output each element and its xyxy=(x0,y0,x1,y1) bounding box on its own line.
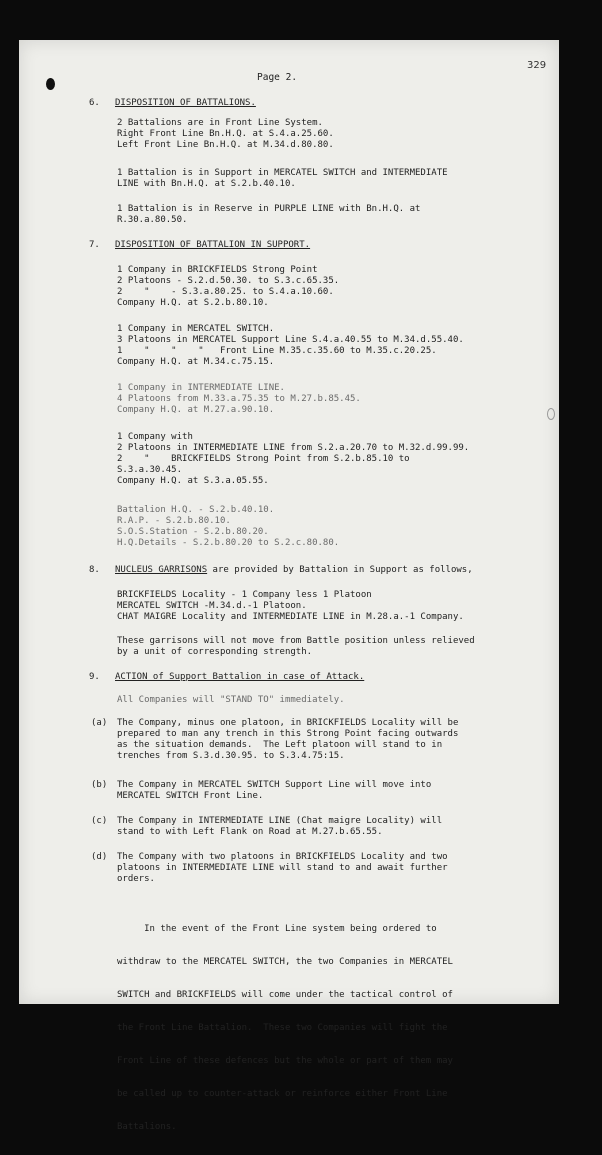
section-7-group-1: 1 Company in BRICKFIELDS Strong Point 2 Platoons - S.2.d.50.30. to S.3.c.65.35. 2 " - S.3.a.80.25. to S.4.a.10.60. Company H.Q. at S.2.b.80.10. xyxy=(117,265,340,308)
section-9-title: ACTION of Support Battalion in case of Attack. xyxy=(115,672,365,682)
section-8-para-b: These garrisons will not move from Battle position unless relieved by a unit of corresponding strength. xyxy=(117,636,475,657)
action-item-d: (d) The Company with two platoons in BRICKFIELDS Locality and two platoons in INTERMEDIATE LINE will stand to and await further orders. xyxy=(91,852,448,884)
section-7-heading: 7. DISPOSITION OF BATTALION IN SUPPORT. xyxy=(89,240,311,250)
section-6-para-a: 2 Battalions are in Front Line System. Right Front Line Bn.H.Q. at S.4.a.25.60. Left Front Line Bn.H.Q. at M.34.d.80.80. xyxy=(117,118,334,150)
section-8-para-a: BRICKFIELDS Locality - 1 Company less 1 Platoon MERCATEL SWITCH -M.34.d.-1 Platoon. CHAT MAIGRE Locality and INTERMEDIATE LINE in M.28.a.-1 Company. xyxy=(117,590,464,622)
section-7-title: DISPOSITION OF BATTALION IN SUPPORT. xyxy=(115,240,311,250)
section-9-heading: 9. ACTION of Support Battalion in case of Attack. xyxy=(89,672,365,682)
section-7-group-2: 1 Company in MERCATEL SWITCH. 3 Platoons in MERCATEL Support Line S.4.a.40.55 to M.34.d.55.40. 1 " " " Front Line M.35.c.35.60 to M.35.c.20.25. Company H.Q. at M.34.c.75.15. xyxy=(117,324,464,367)
margin-mark xyxy=(547,408,555,420)
section-7-group-3: 1 Company in INTERMEDIATE LINE. 4 Platoons from M.33.a.75.35 to M.27.b.85.45. Company H.Q. at M.27.a.90.10. xyxy=(117,383,361,415)
section-8-title: NUCLEUS GARRISONS xyxy=(115,565,208,575)
page-label: Page 2. xyxy=(257,72,298,83)
section-6-heading: 6. DISPOSITION OF BATTALIONS. xyxy=(89,98,256,108)
section-6-para-c: 1 Battalion is in Reserve in PURPLE LINE with Bn.H.Q. at R.30.a.80.50. xyxy=(117,204,421,225)
closing-paragraph: In the event of the Front Line system being ordered to withdraw to the MERCATEL SWITCH, the two Companies in MERCATEL SWITCH and BRICKFIELDS will come under the tactical control of the Front Line Battalion. These two Companies will fight the Front Line of these defences but the whole or part of them may be called up to counter-attack or reinforce either Front Line Battalions. xyxy=(117,924,453,1132)
section-7-group-5: Battalion H.Q. - S.2.b.40.10. R.A.P. - S.2.b.80.10. S.O.S.Station - S.2.b.80.20. H.Q.Details - S.2.b.80.20 to S.2.c.80.80. xyxy=(117,505,340,548)
section-6-title: DISPOSITION OF BATTALIONS. xyxy=(115,98,256,108)
action-item-b: (b) The Company in MERCATEL SWITCH Support Line will move into MERCATEL SWITCH Front Line. xyxy=(91,780,432,801)
section-9-intro: All Companies will "STAND TO" immediately. xyxy=(117,695,345,705)
action-item-c: (c) The Company in INTERMEDIATE LINE (Chat maigre Locality) will stand to with Left Flank on Road at M.27.b.65.55. xyxy=(91,816,443,837)
action-item-a: (a) The Company, minus one platoon, in BRICKFIELDS Locality will be prepared to man any trench in this Strong Point facing outwards as the situation demands. The Left platoon will stand to in trenches from S.3.d.30.95. to S.3.4.75:15. xyxy=(91,718,459,761)
document-page xyxy=(19,40,559,1132)
folio-number: 329 xyxy=(527,60,547,71)
section-8-heading: 8. NUCLEUS GARRISONS are provided by Battalion in Support as follows, xyxy=(89,565,473,575)
punch-hole xyxy=(46,78,55,90)
section-7-group-4: 1 Company with 2 Platoons in INTERMEDIATE LINE from S.2.a.20.70 to M.32.d.99.99. 2 " BRICKFIELDS Strong Point from S.2.b.85.10 to S.3.a.30.45. Company H.Q. at S.3.a.05.55. xyxy=(117,432,470,486)
section-6-para-b: 1 Battalion is in Support in MERCATEL SWITCH and INTERMEDIATE LINE with Bn.H.Q. at S.2.b.40.10. xyxy=(117,168,448,189)
